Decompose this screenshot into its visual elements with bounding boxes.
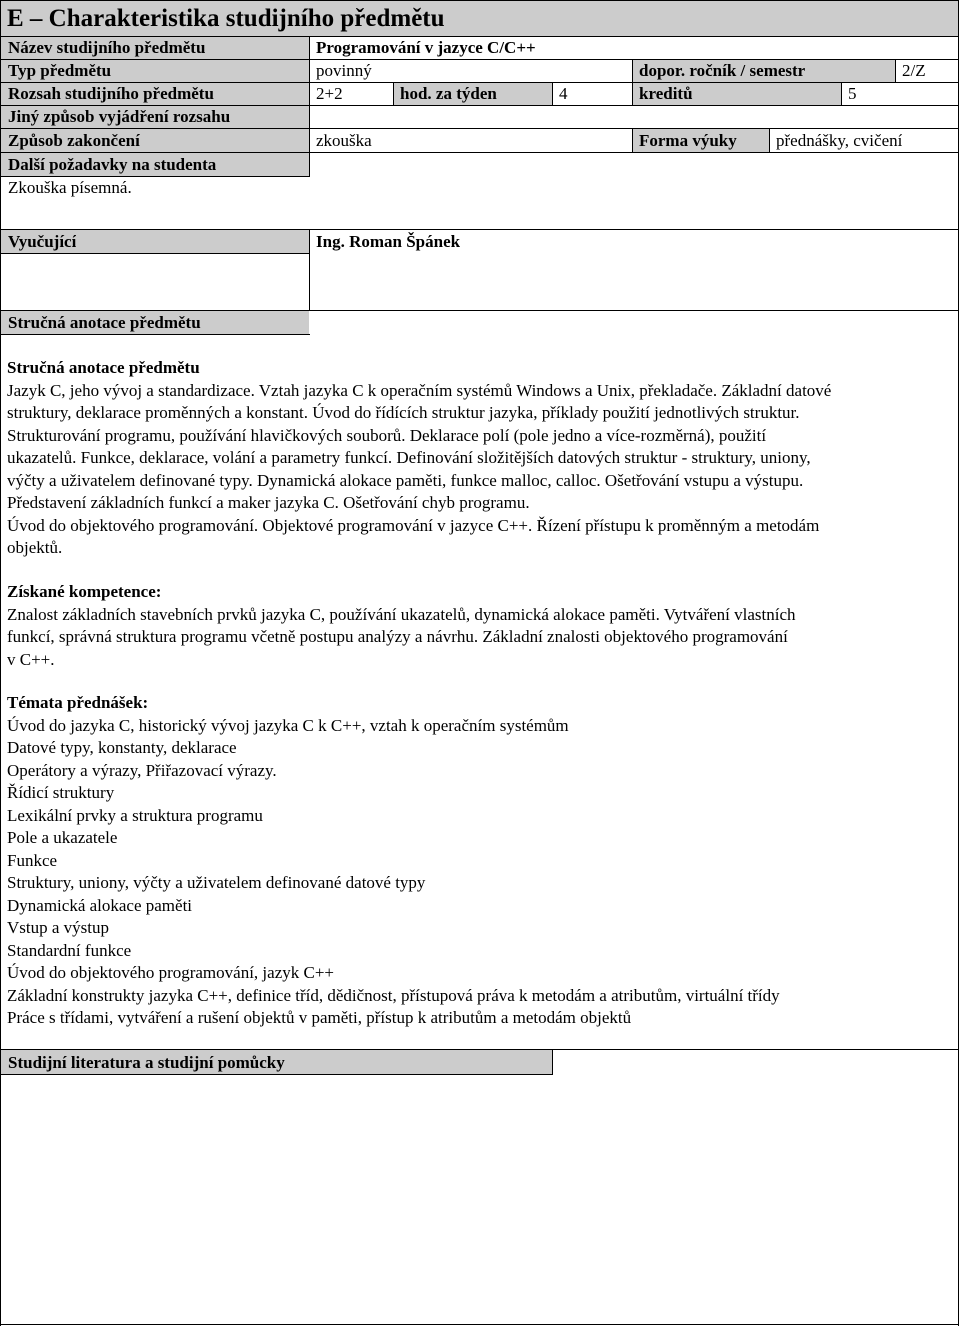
annotation-line: struktury, deklarace proměnných a konstant. Úvod do řídících struktur jazyka, příklady použití jednotlivých struktur.: [7, 403, 800, 422]
topic-item: Řídicí struktury: [7, 783, 115, 802]
teacher-value: Ing. Roman Špánek: [316, 232, 461, 251]
topic-item: Úvod do jazyka C, historický vývoj jazyka C k C++, vztah k operačním systémům: [7, 715, 569, 735]
competence-heading: Získané kompetence:: [7, 582, 162, 601]
border-outer-bottom: [0, 1324, 959, 1325]
hline-5: [0, 128, 959, 129]
course-completion-value: zkouška: [316, 131, 372, 150]
course-form-label: Forma výuky: [639, 131, 737, 150]
topic-item: Operátory a výrazy, Přiřazovací výrazy.: [7, 760, 277, 780]
course-name-value: Programování v jazyce C/C++: [316, 38, 536, 57]
teacher-label: Vyučující: [8, 232, 77, 251]
annotation-label-bottom: [0, 334, 310, 335]
course-credits-label: kreditů: [639, 84, 693, 103]
topics-block: [7, 692, 955, 1030]
border-outer-top: [0, 0, 959, 1]
annotation-line: Strukturování programu, používání hlavičkových souborů. Deklarace polí (pole jedno a více-rozměrná), použití: [7, 425, 767, 445]
course-form-value: přednášky, cvičení: [776, 131, 903, 150]
topic-item: Standardní funkce: [7, 940, 132, 960]
literature-label: Studijní literatura a studijní pomůcky: [8, 1053, 285, 1072]
topic-item: Struktury, uniony, výčty a uživatelem definované datové typy: [7, 873, 426, 892]
annotation-label: Stručná anotace předmětu: [8, 313, 201, 332]
topic-item: Datové typy, konstanty, deklarace: [7, 738, 237, 757]
topic-item: Pole a ukazatele: [7, 828, 118, 847]
competence-block: [7, 581, 955, 671]
course-type-label: Typ předmětu: [8, 61, 112, 80]
annotation-body: [7, 357, 955, 560]
course-requirements-label: Další požadavky na studenta: [8, 155, 217, 174]
course-scope-value: 2+2: [316, 84, 343, 103]
annotation-line: výčty a uživatelem definované typy. Dynamická alokace paměti, funkce malloc, calloc. Ošetřování vstupu a výstupu.: [7, 470, 804, 490]
course-hours-label: hod. za týden: [400, 84, 497, 103]
course-name-label: Název studijního předmětu: [8, 38, 206, 57]
competence-line: funkcí, správná struktura programu včetně postupu analýzy a návrhu. Základní znalosti objektového programování: [7, 627, 788, 646]
annotation-line: objektů.: [7, 538, 63, 557]
topic-item: Úvod do objektového programování, jazyk C++: [7, 963, 335, 982]
literature-label-right: [552, 1049, 553, 1075]
course-hours-value: 4: [559, 84, 568, 103]
course-year-label: dopor. ročník / semestr: [639, 61, 806, 80]
course-completion-label: Způsob zakončení: [8, 131, 140, 150]
course-credits-value: 5: [848, 84, 857, 103]
course-requirements-value: Zkouška písemná.: [8, 178, 132, 197]
border-outer-right: [958, 0, 959, 1326]
topic-item: Práce s třídami, vytváření a rušení objektů v paměti, přístup k atributům a metodám objektů: [7, 1008, 632, 1027]
topic-item: Základní konstrukty jazyka C++, definice tříd, dědičnost, přístupová práva k metodám a atributům, virtuální třídy: [7, 985, 780, 1005]
topics-heading: Témata přednášek:: [7, 693, 149, 712]
course-year-value: 2/Z: [902, 61, 926, 80]
topic-item: Dynamická alokace paměti: [7, 895, 193, 915]
section-title: E – Charakteristika studijního předmětu: [7, 5, 445, 32]
annotation-heading: Stručná anotace předmětu: [7, 358, 200, 377]
topic-item: Vstup a výstup: [7, 918, 109, 937]
course-type-value: povinný: [316, 61, 372, 80]
competence-line: v C++.: [7, 649, 55, 669]
topic-item: Funkce: [7, 850, 58, 870]
competence-line: Znalost základních stavebních prvků jazyka C, používání ukazatelů, dynamická alokace paměti. Vytváření vlastních: [7, 604, 796, 624]
annotation-line: ukazatelů. Funkce, deklarace, volání a parametry funkcí. Definování složitějších datových struktur - struktury, uniony,: [7, 448, 811, 467]
annotation-line: Jazyk C, jeho vývoj a standardizace. Vztah jazyka C k operačním systémů Windows a Unix, překladače. Základní datové: [7, 380, 832, 400]
annotation-line: Úvod do objektového programování. Objektové programování v jazyce C++. Řízení přístupu k proměnným a metodám: [7, 515, 820, 535]
hline-6: [0, 152, 959, 153]
course-scope-label: Rozsah studijního předmětu: [8, 84, 214, 103]
literature-label-bottom: [0, 1074, 553, 1075]
hline-2: [0, 59, 959, 60]
annotation-line: Představení základních funkcí a maker jazyka C. Ošetřování chyb programu.: [7, 493, 530, 512]
topic-item: Lexikální prvky a struktura programu: [7, 805, 263, 825]
course-other-scope-label: Jiný způsob vyjádření rozsahu: [8, 107, 231, 126]
teacher-label-bottom: [0, 253, 310, 254]
